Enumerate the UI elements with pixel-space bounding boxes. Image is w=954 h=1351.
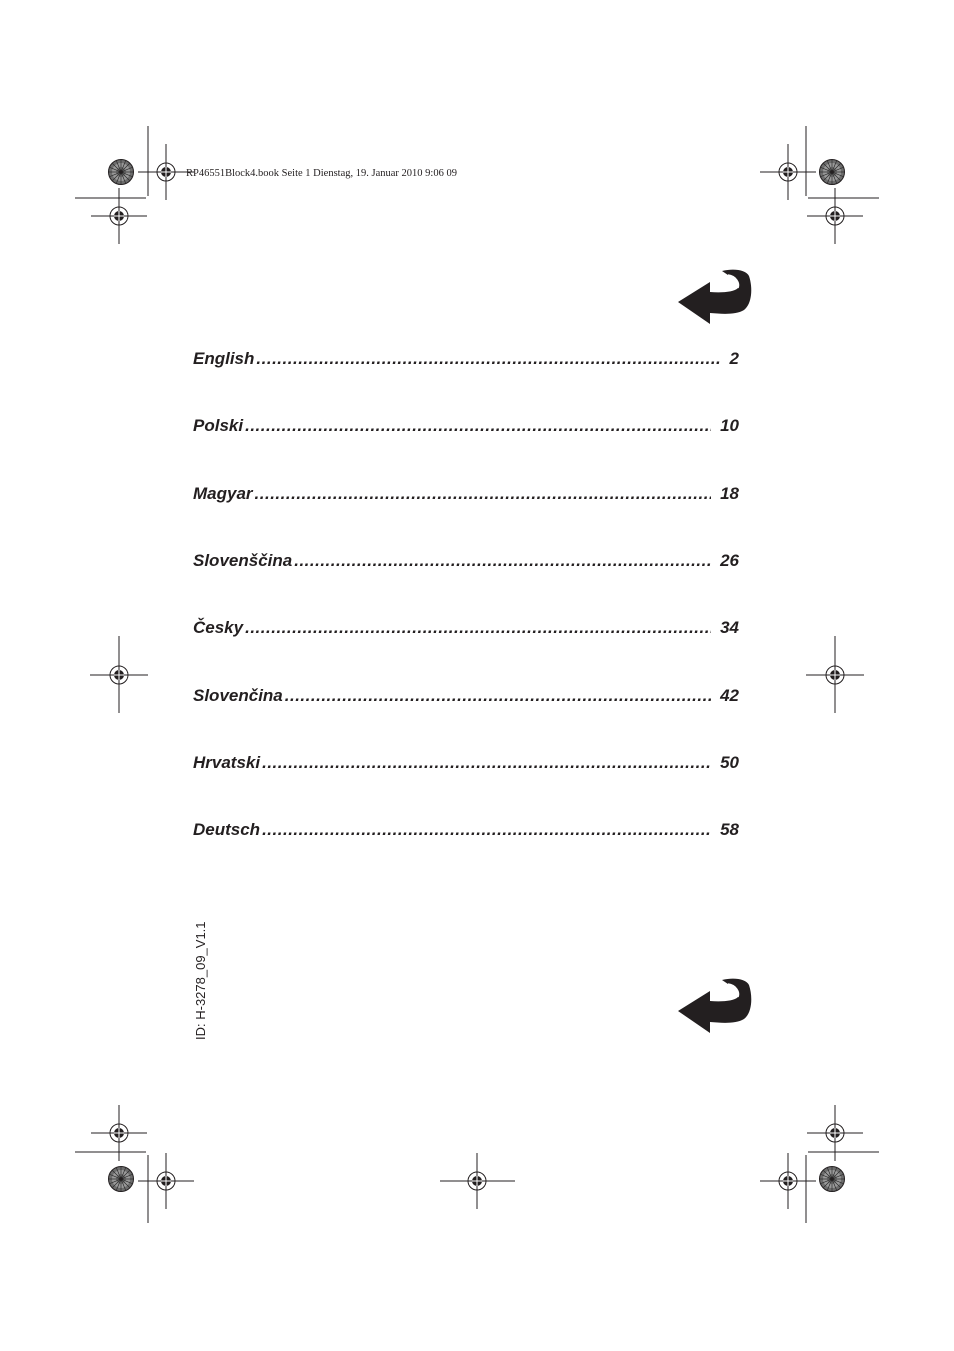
toc-page-number: 34 xyxy=(720,618,739,637)
registration-mark-icon xyxy=(138,1153,194,1209)
page-turn-arrow-icon xyxy=(676,266,754,326)
toc-leader-dots xyxy=(245,416,711,436)
toc-leader-dots xyxy=(256,349,720,369)
color-wheel-icon xyxy=(109,1167,134,1192)
toc-entry-slovencina[interactable] xyxy=(193,686,739,708)
toc-entry-slovenscina[interactable] xyxy=(193,551,739,573)
registration-mark-icon xyxy=(91,1105,147,1161)
toc-entry-cesky[interactable] xyxy=(193,618,739,640)
toc-label: English xyxy=(193,349,255,368)
toc-page-number: 18 xyxy=(720,484,739,503)
toc-page-number: 50 xyxy=(720,753,739,772)
registration-mark-icon xyxy=(807,188,863,244)
toc-label: Hrvatski xyxy=(193,753,261,772)
toc-label: Deutsch xyxy=(193,820,261,839)
document-id: ID: H-3278_09_V1.1 xyxy=(193,921,208,1040)
registration-mark-icon xyxy=(760,1153,816,1209)
toc-label: Česky xyxy=(193,618,244,637)
file-info-header: RP46551Block4.book Seite 1 Dienstag, 19. Januar 2010 9:06 09 xyxy=(186,168,457,179)
registration-mark-icon xyxy=(440,1153,515,1209)
toc-label: Slovenčina xyxy=(193,686,283,705)
toc-page-number: 2 xyxy=(729,349,739,368)
toc-entry-english[interactable] xyxy=(193,349,739,371)
registration-mark-icon xyxy=(760,144,816,200)
toc-leader-dots xyxy=(262,820,711,840)
toc-leader-dots xyxy=(255,484,712,504)
color-wheel-icon xyxy=(820,1167,845,1192)
page-turn-arrow-icon xyxy=(676,975,754,1035)
toc-page-number: 26 xyxy=(720,551,739,570)
color-wheel-icon xyxy=(820,160,845,185)
toc-entry-polski[interactable] xyxy=(193,416,739,438)
toc-entry-magyar[interactable] xyxy=(193,484,739,506)
toc-leader-dots xyxy=(262,753,711,773)
registration-mark-icon xyxy=(90,636,148,713)
toc-label: Magyar xyxy=(193,484,253,503)
registration-mark-icon xyxy=(806,636,864,713)
toc-leader-dots xyxy=(294,551,711,571)
registration-mark-icon xyxy=(807,1105,863,1161)
toc-page-number: 10 xyxy=(720,416,739,435)
toc-leader-dots xyxy=(285,686,711,706)
toc-label: Slovenščina xyxy=(193,551,293,570)
toc-leader-dots xyxy=(245,618,711,638)
registration-mark-icon xyxy=(91,188,147,244)
color-wheel-icon xyxy=(109,160,134,185)
toc-page-number: 42 xyxy=(720,686,739,705)
toc-label: Polski xyxy=(193,416,244,435)
toc-page-number: 58 xyxy=(720,820,739,839)
toc-entry-hrvatski[interactable] xyxy=(193,753,739,775)
toc-entry-deutsch[interactable] xyxy=(193,820,739,842)
